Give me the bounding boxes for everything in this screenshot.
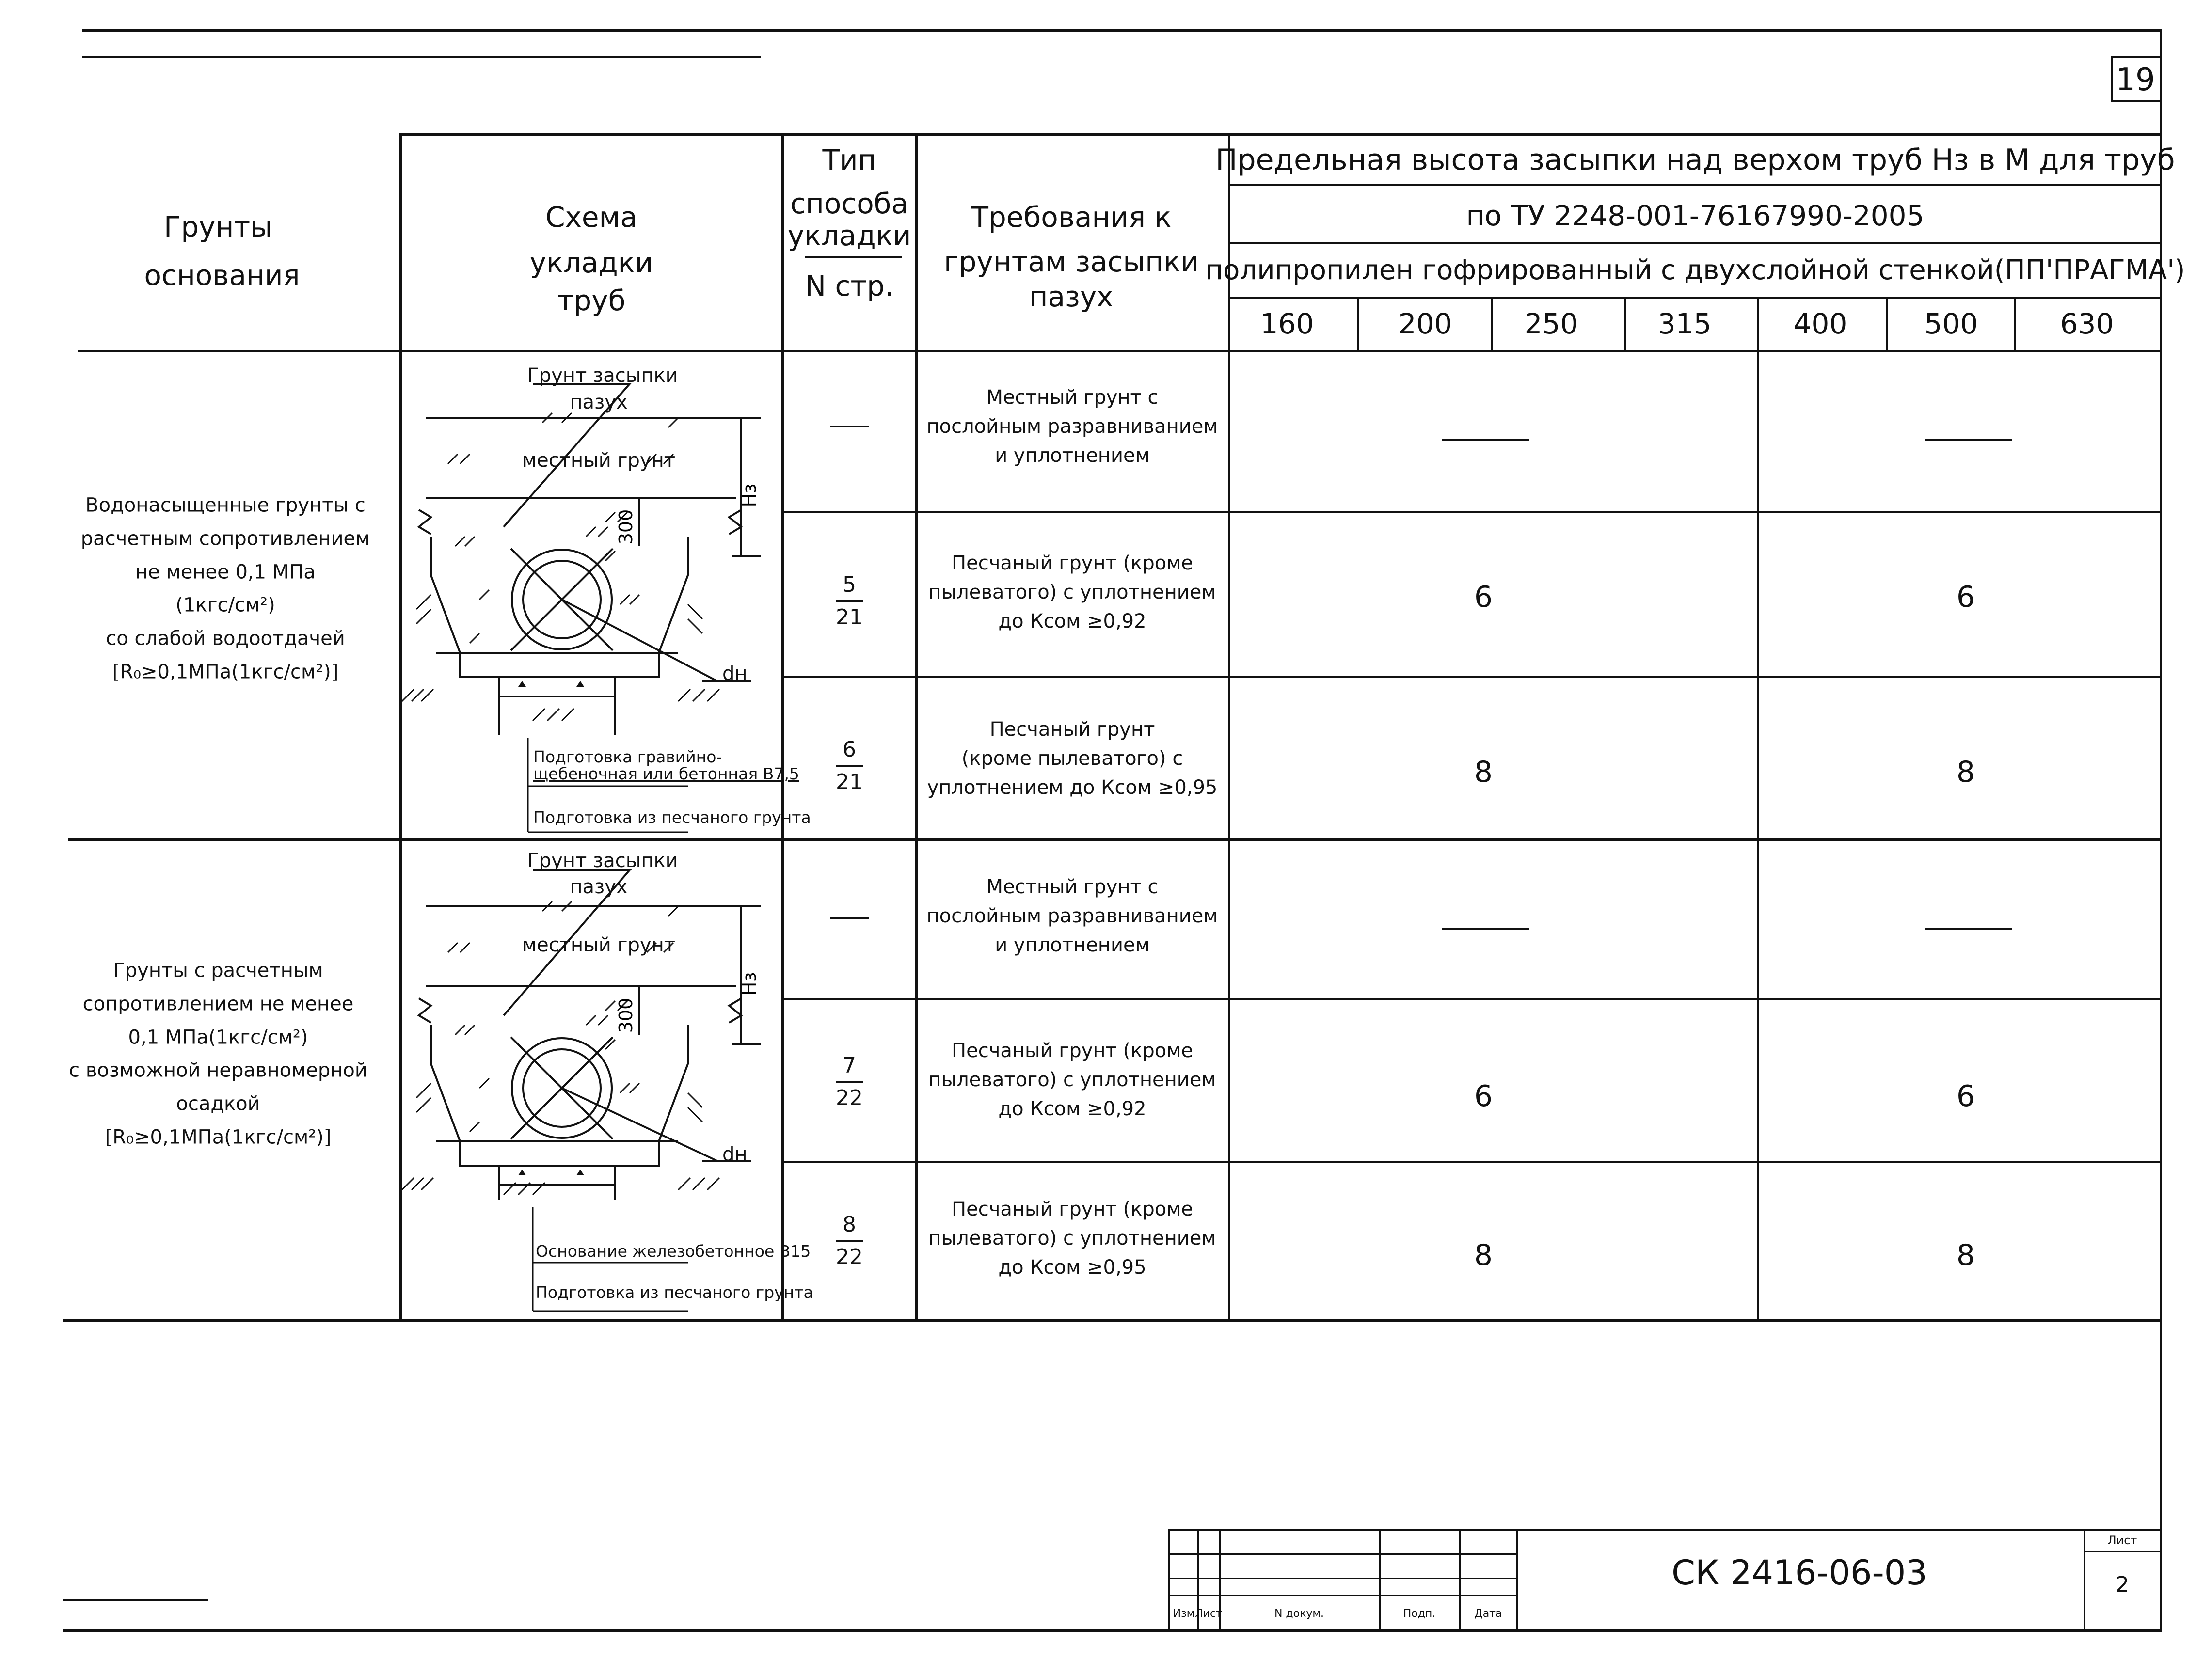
header-spec-line [1229,184,2162,186]
group2-soil-desc [69,954,367,1154]
header-soils-1: Грунты [163,210,273,243]
header-req-1: Требования к [971,201,1172,234]
header-max-height: Предельная высота засыпки над верхом труб Нз в М для труб [1215,143,2175,177]
group2-row2-req [928,1036,1216,1123]
group1-row3-v2: 8 [1956,755,1975,789]
tb-v4 [1459,1529,1461,1631]
soil-line: осадкой [176,1092,260,1115]
header-diam-line [1229,297,2162,299]
group1-base-2: Подготовка из песчаного грунта [533,808,811,827]
type-page: 21 [836,770,863,794]
type-number: 7 [836,1053,863,1083]
req-line: и уплотнением [995,444,1150,467]
group2-base-1: Основание железобетонное В15 [536,1242,811,1261]
tb-v0 [1168,1529,1170,1631]
doc-code: СК 2416-06-03 [1671,1553,1927,1593]
soil-line: (1кгс/см²) [175,594,275,617]
group2-height-label: Нз [739,972,760,996]
col-d250 [1491,297,1493,351]
col-d200 [1357,297,1359,351]
group2-row3-v1: 8 [1474,1238,1493,1272]
group1-row3-req [927,715,1218,802]
req-line: (кроме пылеватого) с [961,747,1183,770]
group1-dim-300: 300 [615,509,637,545]
type-page: 21 [836,605,863,630]
soil-line: расчетным сопротивлением [80,527,370,550]
col-d630 [2014,297,2016,351]
req-line: Местный грунт с [986,386,1159,409]
frac-divider [805,256,902,258]
frame-top-left-line [82,56,761,58]
col-values-left [1228,133,1230,1322]
tb-col-doc: N докум. [1274,1608,1324,1620]
soil-line: со слабой водоотдачей [106,627,345,650]
header-pipe-type: полипропилен гофрированный с двухслойной стенкой(ПП'ПРАГМА') [1205,254,2185,286]
col-d500 [1886,297,1888,351]
req-line: и уплотнением [995,934,1150,956]
tb-sheet-line [2085,1551,2162,1552]
req-line: Песчаный грунт [989,718,1155,741]
soil-line: сопротивлением не менее [82,993,354,1015]
soil-line: не менее 0,1 МПа [135,561,316,584]
row4-line [783,998,2162,1000]
req-line: послойным разравниванием [926,905,1218,927]
group2-row1-v1-dash [1442,928,1529,930]
table-top-line [400,133,2162,136]
group1-base-1a: Подготовка гравийно- [533,747,722,766]
diameter-160: 160 [1260,307,1314,340]
type-number: 8 [836,1212,863,1242]
group2-row2-type [836,1053,863,1110]
group1-row2-v2: 6 [1956,580,1975,614]
group1-base-1b: щебеночная или бетонная В7,5 [533,764,799,783]
group1-height-label: Нз [739,483,760,507]
req-line: Местный грунт с [986,876,1159,898]
req-line: Песчаный грунт (кроме [952,552,1193,574]
tb-row2 [1168,1578,1517,1579]
group1-row2-v1: 6 [1474,580,1493,614]
soil-line: [R₀≥0,1МПа(1кгс/см²)] [105,1126,332,1149]
header-scheme-1: Схема [545,201,637,234]
header-type-line [1229,242,2162,244]
group2-row1-v2-dash [1925,928,2012,930]
soil-line: [R₀≥0,1МПа(1кгс/см²)] [112,661,339,683]
req-line: пылеватого) с уплотнением [928,581,1216,603]
group1-row1-req [926,383,1218,470]
group1-row1-type-dash [830,426,869,427]
header-req-2: грунтам засыпки [944,245,1199,278]
req-line: Песчаный грунт (кроме [952,1040,1193,1062]
col-mid-values [1757,297,1759,1322]
group2-dn-label: dн [722,1143,748,1166]
req-line: пылеватого) с уплотнением [928,1227,1216,1249]
group1-bottom-line [68,838,2162,841]
tb-v6 [2084,1529,2085,1631]
tb-col-sign: Подп. [1403,1608,1436,1620]
group1-backfill-label-1: Грунт засыпки [527,364,678,387]
group1-row2-type [836,572,863,630]
tb-row1 [1168,1553,1517,1555]
group2-row1-req [926,872,1218,960]
type-page: 22 [836,1245,863,1269]
header-bottom-line [78,350,2162,352]
diameter-630: 630 [2060,307,2114,340]
diameter-500: 500 [1924,307,1978,340]
group1-soil-desc [81,489,370,689]
req-line: пылеватого) с уплотнением [928,1069,1216,1091]
soil-line: Водонасыщенные грунты с [85,494,366,517]
req-line: до Ксом ≥0,92 [998,610,1146,632]
tb-top [1168,1529,2162,1531]
row1-line [783,511,2162,513]
group2-row3-v2: 8 [1956,1238,1975,1272]
frame-bottom-left-line [63,1599,208,1601]
tb-v5 [1516,1529,1518,1631]
diameter-200: 200 [1398,307,1452,340]
req-line: послойным разравниванием [926,415,1218,438]
req-line: до Ксом ≥0,95 [998,1256,1146,1279]
header-type-2: способа [790,187,908,220]
type-page: 22 [836,1086,863,1110]
frame-top-line [82,29,2162,32]
group2-row2-v1: 6 [1474,1079,1493,1113]
row5-line [783,1161,2162,1163]
diameter-400: 400 [1793,307,1847,340]
header-page-ref: N стр. [805,269,894,302]
group1-row3-v1: 8 [1474,755,1493,789]
sheet-label: Лист [2107,1534,2137,1547]
diameter-315: 315 [1657,307,1712,340]
header-spec: по ТУ 2248-001-76167990-2005 [1466,199,1925,232]
group2-row3-type [836,1212,863,1269]
table-bottom-line [63,1319,2162,1322]
group2-row2-v2: 6 [1956,1079,1975,1113]
frame-bottom-line [63,1629,2162,1632]
header-req-3: пазух [1029,280,1114,313]
group1-row1-v1-dash [1442,439,1529,441]
group2-row3-req [928,1195,1216,1282]
tb-col-list: Лист [1195,1608,1222,1620]
row2-line [783,676,2162,678]
group2-local-soil: местный грунт [522,934,676,956]
col-req-left [915,133,918,1322]
group2-dim-300: 300 [615,997,637,1033]
type-number: 6 [836,737,863,767]
header-scheme-2: укладки [529,246,653,279]
group2-backfill-label-1: Грунт засыпки [527,850,678,872]
diameter-250: 250 [1524,307,1578,340]
group1-local-soil: местный грунт [522,449,676,472]
group2-base-2: Подготовка из песчаного грунта [536,1283,813,1302]
tb-col-izm: Изм [1173,1608,1195,1620]
header-soils-2: основания [144,259,300,292]
header-scheme-3: труб [557,284,626,317]
soil-line: Грунты с расчетным [113,959,323,982]
group1-row1-v2-dash [1925,439,2012,441]
group1-backfill-label-2: пазух [570,391,628,413]
group2-row1-type-dash [830,917,869,919]
header-type-3: укладки [787,219,911,252]
req-line: Песчаный грунт (кроме [952,1198,1193,1220]
group1-row3-type [836,737,863,794]
sheet-number: 2 [2116,1572,2129,1597]
page-number: 19 [2116,62,2155,98]
tb-col-date: Дата [1474,1608,1502,1620]
tb-row3 [1168,1595,1517,1596]
group1-dn-label: dн [722,663,748,685]
col-type-left [781,133,784,1322]
group1-row2-req [928,549,1216,636]
req-line: до Ксом ≥0,92 [998,1098,1146,1120]
soil-line: 0,1 МПа(1кгс/см²) [128,1026,308,1049]
soil-line: с возможной неравномерной [69,1059,367,1082]
tb-v3 [1379,1529,1381,1631]
type-number: 5 [836,572,863,602]
req-line: уплотнением до Ксом ≥0,95 [927,776,1218,799]
header-type-1: Тип [822,143,876,176]
col-d315 [1624,297,1626,351]
group2-backfill-label-2: пазух [570,876,628,898]
